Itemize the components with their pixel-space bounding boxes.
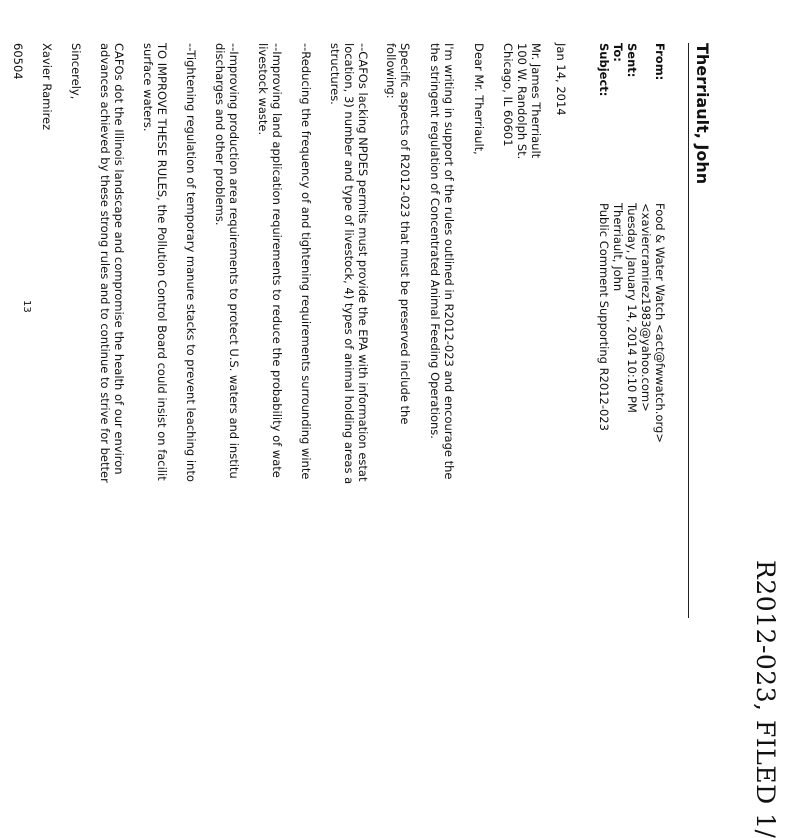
address-line-1: Mr. James Therriault [529, 43, 543, 159]
to-label: To: [611, 43, 625, 62]
closing: Sincerely, [69, 43, 83, 100]
salutation: Dear Mr. Therriault, [472, 43, 486, 155]
bullet-3-line-2: livestock waste. [256, 43, 270, 136]
paragraph-4-line-2: advances achieved by these strong rules and to continue to strive for better [98, 43, 112, 483]
bullet-5-line-1: --Tightening regulation of temporary manure stacks to prevent leaching into [184, 43, 198, 482]
paragraph-1-line-1: I'm writing in support of the rules outlined in R2012-023 and encourage the [442, 43, 456, 480]
paragraph-2-line-1: Specific aspects of R2012-023 that must be preserved include the [398, 43, 412, 425]
header-divider [688, 43, 689, 618]
address-line-3: Chicago, IL 60601 [501, 43, 515, 147]
bullet-1-line-2: location, 3) number and type of livestock, 4) types of animal holding areas a [342, 43, 356, 485]
paragraph-1-line-2: the stringent regulation of Concentrated Animal Feeding Operations. [428, 43, 442, 439]
page-number: 13 [21, 300, 32, 313]
sent-label: Sent: [625, 43, 639, 78]
signature-name: Xavier Ramirez [40, 43, 54, 131]
sent-value: Tuesday, January 14, 2014 10:10 PM [625, 203, 639, 413]
address-line-2: 100 W. Randolph St. [515, 43, 529, 160]
from-value: Food & Water Watch <act@fwwatch.org> [653, 203, 667, 443]
paragraph-3-line-1: TO IMPROVE THESE RULES, the Pollution Control Board could insist on facilit [155, 43, 169, 481]
paragraph-3-line-2: surface waters. [141, 43, 155, 132]
bullet-2-line-1: --Reducing the frequency of and tightening requirements surrounding winte [299, 43, 313, 480]
bullet-4-line-1: --Improving production area requirements to protect U.S. waters and institu [227, 43, 241, 479]
bullet-3-line-1: --Improving land application requirements to reduce the probability of wate [270, 43, 284, 478]
filing-header: R2012-023, FILED 1/ [751, 560, 780, 838]
subject-label: Subject: [597, 43, 611, 97]
letter-date: Jan 14, 2014 [554, 43, 568, 116]
bullet-4-line-2: discharges and other problems. [213, 43, 227, 226]
subject-value: Public Comment Supporting R2012-023 [597, 203, 611, 431]
from-label: From: [653, 43, 667, 81]
sender-heading: Therriault, John [693, 43, 712, 185]
paragraph-2-line-2: following: [384, 43, 398, 99]
to-value: Therriault, John [611, 203, 625, 292]
bullet-1-line-3: structures. [328, 43, 342, 105]
bullet-1-line-1: --CAFOs lacking NPDES permits must provide the EPA with information estat [356, 43, 370, 482]
from-value-2: <xaviercramirez1983@yahoo.com> [639, 203, 653, 412]
paragraph-4-line-1: CAFOs dot the Illinois landscape and compromise the health of our environ [112, 43, 126, 475]
signature-zip: 60504 [11, 43, 25, 80]
